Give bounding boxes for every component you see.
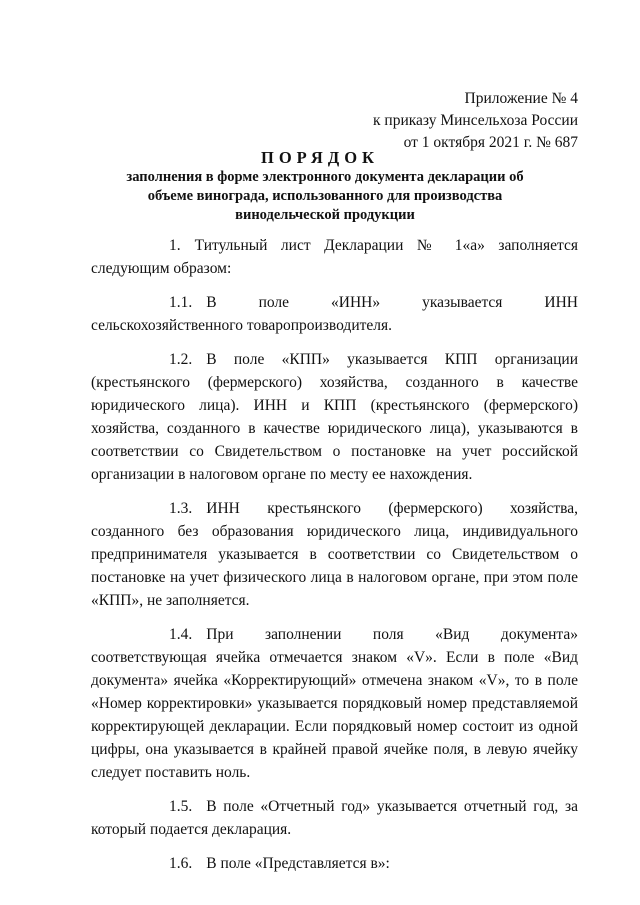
paragraph-number: 1.3.	[169, 500, 193, 517]
appendix-line-3: от 1 октября 2021 г. № 687	[403, 134, 578, 151]
paragraph-text: В поле «КПП» указывается КПП организации (крестьянского (фермерского) хозяйства, созданного в качестве юридического лица). ИНН и КПП (крестьянского (фермерского) хозяйства, созданного в качестве юридического лица), указываются в соответствии со Свидетельством о постановке на учет российской организации в налоговом органе по месту ее нахождения.	[91, 351, 578, 483]
paragraph-1-6	[91, 852, 578, 875]
appendix-line-1: Приложение № 4	[464, 90, 578, 107]
paragraph-text: Титульный лист Декларации № 1«а» заполняется следующим образом:	[91, 237, 578, 277]
paragraph-number: 1.	[169, 237, 181, 254]
paragraph-number: 1.1.	[169, 294, 193, 311]
paragraph-1-4	[91, 623, 578, 784]
paragraph-number: 1.5.	[169, 798, 193, 815]
paragraph-1-1	[91, 291, 578, 337]
document-title: ПОРЯДОК	[261, 148, 379, 167]
document-body	[91, 234, 578, 886]
paragraph-number: 1.6.	[169, 855, 193, 872]
paragraph-1-5	[91, 795, 578, 841]
paragraph-text: ИНН крестьянского (фермерского) хозяйства, созданного без образования юридического лица, индивидуального предпринимателя указывается в соответствии со Свидетельством о постановке на учет физического лица в налоговом органе, при этом поле «КПП», не заполняется.	[91, 500, 578, 609]
paragraph-1	[91, 234, 578, 280]
appendix-line-2: к приказу Минсельхоза России	[373, 112, 578, 129]
paragraph-text: В поле «Представляется в»:	[206, 855, 390, 872]
paragraph-number: 1.2.	[169, 351, 193, 368]
paragraph-text: В поле «ИНН» указывается ИНН сельскохозяйственного товаропроизводителя.	[91, 294, 578, 334]
paragraph-number: 1.4.	[169, 626, 193, 643]
paragraph-1-3	[91, 497, 578, 612]
paragraph-text: При заполнении поля «Вид документа» соответствующая ячейка отмечается знаком «V». Если в поле «Вид документа» ячейка «Корректирующий» отмечена знаком «V», то в поле «Номер корректировки» указывается порядковый номер представляемой корректирующей декларации. Если порядковый номер состоит из одной цифры, она указывается в крайней правой ячейке поля, в левую ячейку следует поставить ноль.	[91, 626, 578, 781]
document-subtitle: заполнения в форме электронного документа декларации об объеме винограда, использованного для производства винодельческой продукции	[126, 169, 524, 223]
paragraph-1-2	[91, 348, 578, 486]
appendix-header	[372, 88, 578, 154]
paragraph-text: В поле «Отчетный год» указывается отчетный год, за который подается декларация.	[91, 798, 578, 838]
